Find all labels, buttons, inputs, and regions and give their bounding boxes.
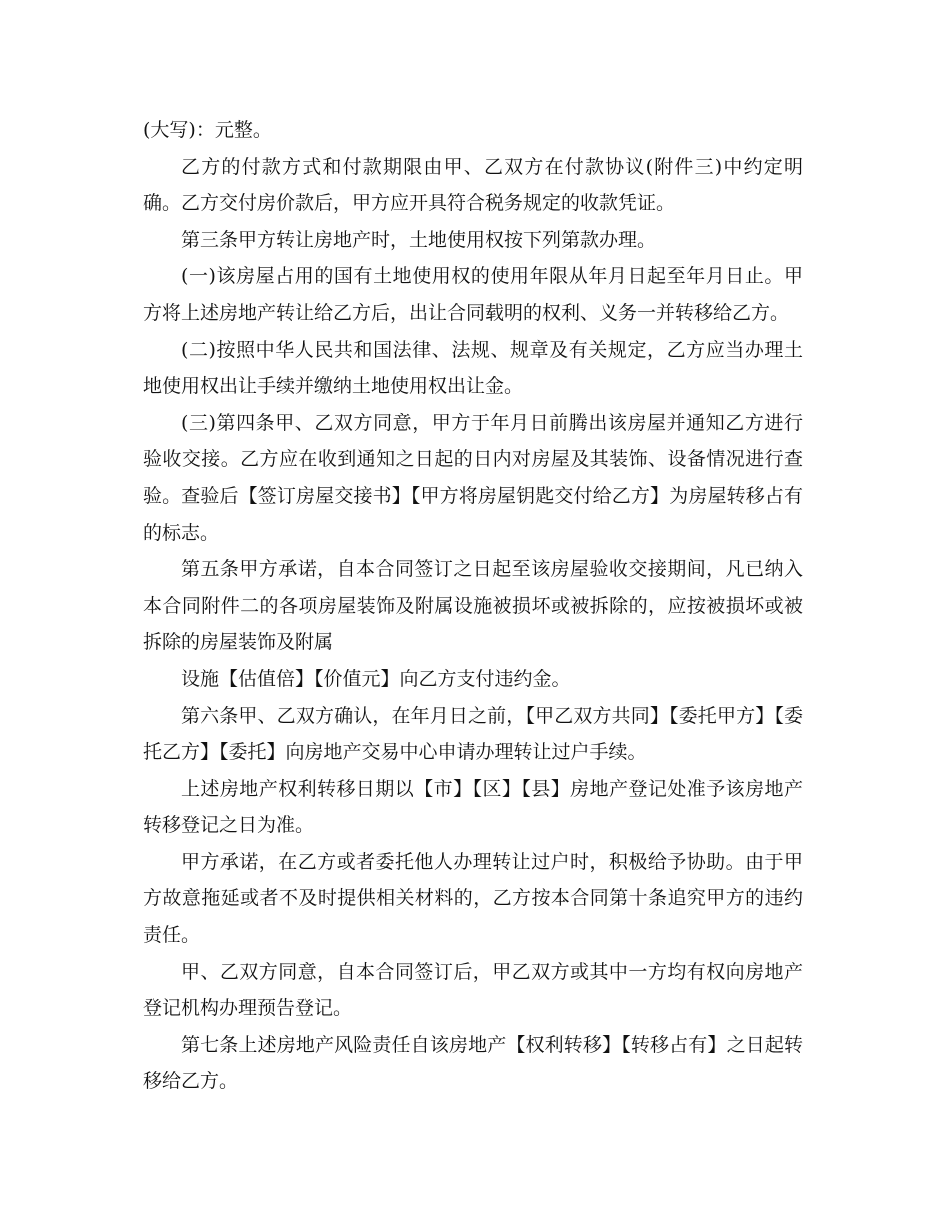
paragraph-item-3-article-4: (三)第四条甲、乙双方同意，甲方于年月日前腾出该房屋并通知乙方进行验收交接。乙方应在收到通知之日起的日内对房屋及其装饰、设备情况进行查验。查验后【签订房屋交接书】【甲方将房屋钥匙交付给乙方】为房屋转移占有的标志。: [143, 411, 803, 544]
paragraph-transfer-date: 上述房地产权利转移日期以【市】【区】【县】房地产登记处准予该房地产转移登记之日为准。: [143, 777, 803, 837]
paragraph-article-3: 第三条甲方转让房地产时，土地使用权按下列第款办理。: [181, 228, 657, 251]
paragraph-item-1: (一)该房屋占用的国有土地使用权的使用年限从年月日起至年月日止。甲方将上述房地产转让给乙方后，出让合同载明的权利、义务一并转移给乙方。: [143, 265, 803, 324]
paragraph-payment-terms: 乙方的付款方式和付款期限由甲、乙双方在付款协议(附件三)中约定明确。乙方交付房价款后，甲方应开具符合税务规定的收款凭证。: [143, 155, 803, 215]
paragraph-article-7: 第七条上述房地产风险责任自该房地产【权利转移】【转移占有】之日起转移给乙方。: [143, 1033, 803, 1093]
paragraph-item-2: (二)按照中华人民共和国法律、法规、规章及有关规定，乙方应当办理土地使用权出让手续并缴纳土地使用权出让金。: [143, 338, 803, 398]
paragraph-article-6: 第六条甲、乙双方确认，在年月日之前，【甲乙双方共同】【委托甲方】【委托乙方】【委托】向房地产交易中心申请办理转让过户手续。: [143, 704, 803, 764]
paragraph-party-a-commitment: 甲方承诺，在乙方或者委托他人办理转让过户时，积极给予协助。由于甲方故意拖延或者不及时提供相关材料的，乙方按本合同第十条追究甲方的违约责任。: [143, 850, 803, 947]
document-body: [143, 112, 803, 1100]
paragraph-article-5: 第五条甲方承诺，自本合同签订之日起至该房屋验收交接期间，凡已纳入本合同附件二的各项房屋装饰及附属设施被损坏或被拆除的，应按被损坏或被拆除的房屋装饰及附属: [143, 558, 803, 654]
paragraph-amount-uppercase: (大写)：元整。: [143, 119, 272, 141]
paragraph-article-5-continued: 设施【估值倍】【价值元】向乙方支付违约金。: [181, 667, 571, 690]
paragraph-advance-registration: 甲、乙双方同意，自本合同签订后，甲乙双方或其中一方均有权向房地产登记机构办理预告登记。: [143, 960, 803, 1020]
